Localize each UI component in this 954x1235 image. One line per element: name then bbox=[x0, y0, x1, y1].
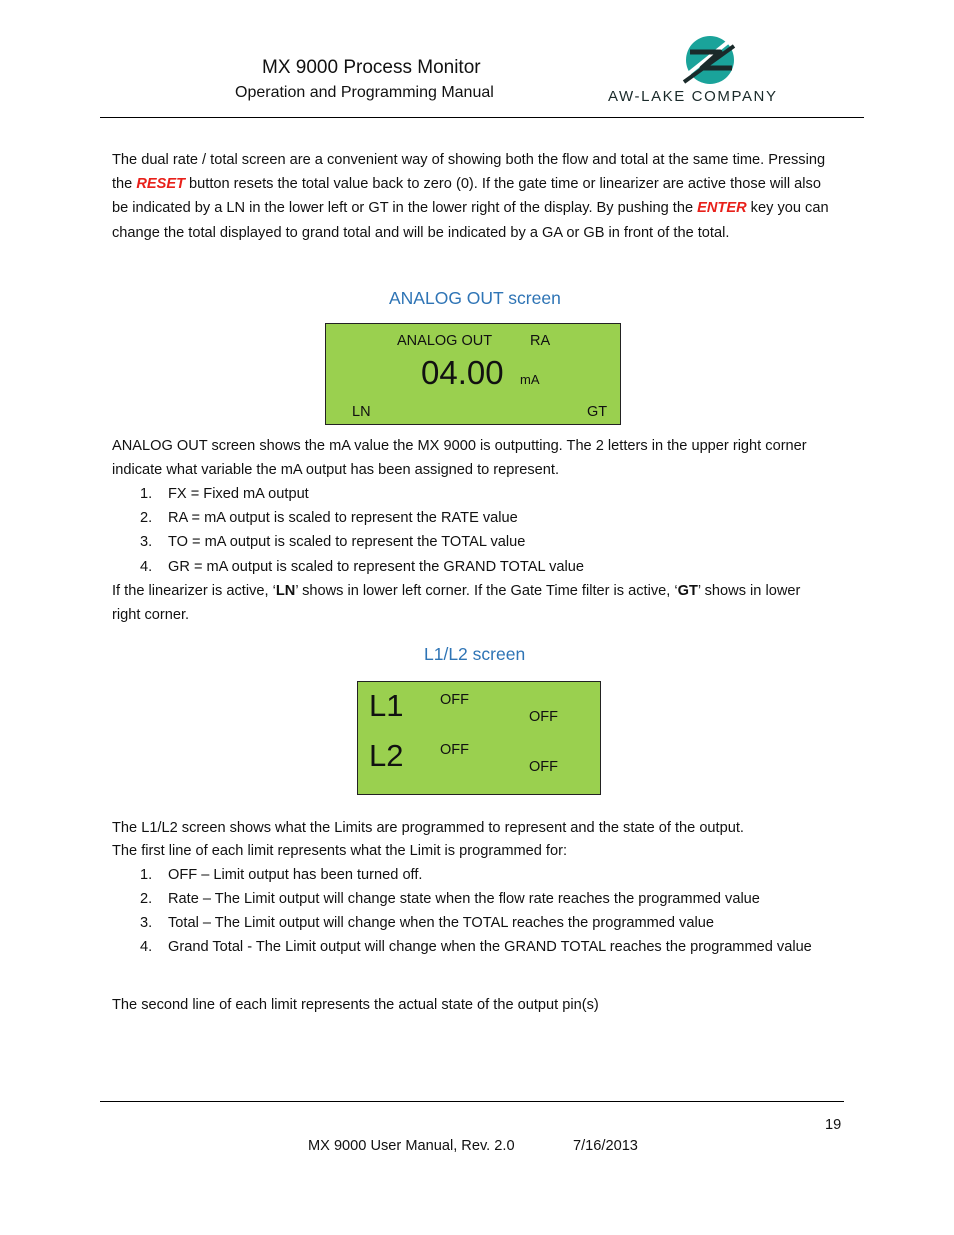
document-title: MX 9000 Process Monitor bbox=[262, 57, 481, 78]
logo-text: AW-LAKE COMPANY bbox=[608, 88, 778, 105]
intro-text-1: The dual rate / total screen are a convenient way of showing both the flow and total at the same time. Pressing the bbox=[112, 152, 826, 193]
list-item: 4. Grand Total - The Limit output will change when the GRAND TOTAL reaches the programmed value bbox=[140, 939, 812, 955]
footer-divider bbox=[100, 1101, 844, 1102]
intro-text-3: key you can change the total displayed to grand total and will be indicated by a GA or GB in front of the total. bbox=[112, 200, 829, 241]
l1l2-description: The L1/L2 screen shows what the Limits are programmed to represent and the state of the output. The first line of each limit represents what the Limit is programmed for: bbox=[112, 820, 744, 860]
limit-programming-list bbox=[112, 863, 824, 959]
list-item: 1. OFF – Limit output has been turned off. bbox=[140, 867, 423, 883]
reset-key-label: RESET bbox=[136, 176, 185, 193]
lcd-unit: mA bbox=[520, 372, 540, 387]
analog-out-heading: ANALOG OUT screen bbox=[389, 288, 561, 308]
lcd-linearizer-indicator: LN bbox=[352, 404, 371, 420]
page-number: 19 bbox=[825, 1117, 842, 1133]
lcd-analog-label: ANALOG OUT bbox=[397, 333, 493, 349]
document-subtitle: Operation and Programming Manual bbox=[235, 84, 494, 101]
footer-date: 7/16/2013 bbox=[573, 1138, 638, 1154]
lcd-gate-time-indicator: GT bbox=[587, 404, 608, 420]
intro-text-2: button resets the total value back to zero (0). If the gate time or linearizer are active those will also be indicated by a LN in the lower left or GT in the lower right of the display. By pushing the bbox=[112, 176, 821, 217]
header-divider bbox=[100, 117, 864, 118]
enter-key-label: ENTER bbox=[697, 200, 747, 217]
list-item: 2. Rate – The Limit output will change state when the flow rate reaches the programmed value bbox=[140, 891, 760, 907]
closing-paragraph: The second line of each limit represents the actual state of the output pin(s) bbox=[112, 997, 599, 1013]
lcd-l1-programmed: OFF bbox=[440, 692, 469, 708]
footer-manual-revision: MX 9000 User Manual, Rev. 2.0 bbox=[308, 1138, 515, 1154]
lcd-variable-code: RA bbox=[530, 333, 551, 349]
l1l2-heading: L1/L2 screen bbox=[424, 644, 526, 664]
analog-out-description: ANALOG OUT screen shows the mA value the MX 9000 is outputting. The 2 letters in the upper right corner indicate what variable the mA output has been assigned to represent. bbox=[112, 438, 807, 479]
lcd-l2-label: L2 bbox=[369, 738, 404, 773]
gt-label: GT bbox=[677, 583, 698, 599]
lcd-l1-label: L1 bbox=[369, 688, 404, 723]
l1l2-lcd bbox=[357, 681, 601, 795]
lcd-l2-programmed: OFF bbox=[440, 742, 469, 758]
lcd-l2-state: OFF bbox=[529, 759, 558, 775]
list-item: 3. TO = mA output is scaled to represent the TOTAL value bbox=[140, 534, 526, 551]
intro-paragraph bbox=[112, 148, 840, 245]
indicator-note: If the linearizer is active, ‘LN’ shows in lower left corner. If the Gate Time filter is active, ‘GT’ shows in lower right corner. bbox=[112, 583, 801, 624]
analog-variable-list bbox=[112, 482, 584, 579]
lcd-l1-state: OFF bbox=[529, 709, 558, 725]
list-item: 2. RA = mA output is scaled to represent the RATE value bbox=[140, 510, 518, 527]
list-item: 1. FX = Fixed mA output bbox=[140, 486, 309, 502]
company-logo bbox=[604, 34, 816, 106]
list-item: 4. GR = mA output is scaled to represent the GRAND TOTAL value bbox=[140, 558, 584, 575]
ln-label: LN bbox=[275, 583, 296, 599]
analog-out-lcd bbox=[325, 323, 621, 425]
list-item: 3. Total – The Limit output will change when the TOTAL reaches the programmed value bbox=[140, 915, 714, 931]
lcd-ma-value: 04.00 bbox=[421, 354, 504, 391]
